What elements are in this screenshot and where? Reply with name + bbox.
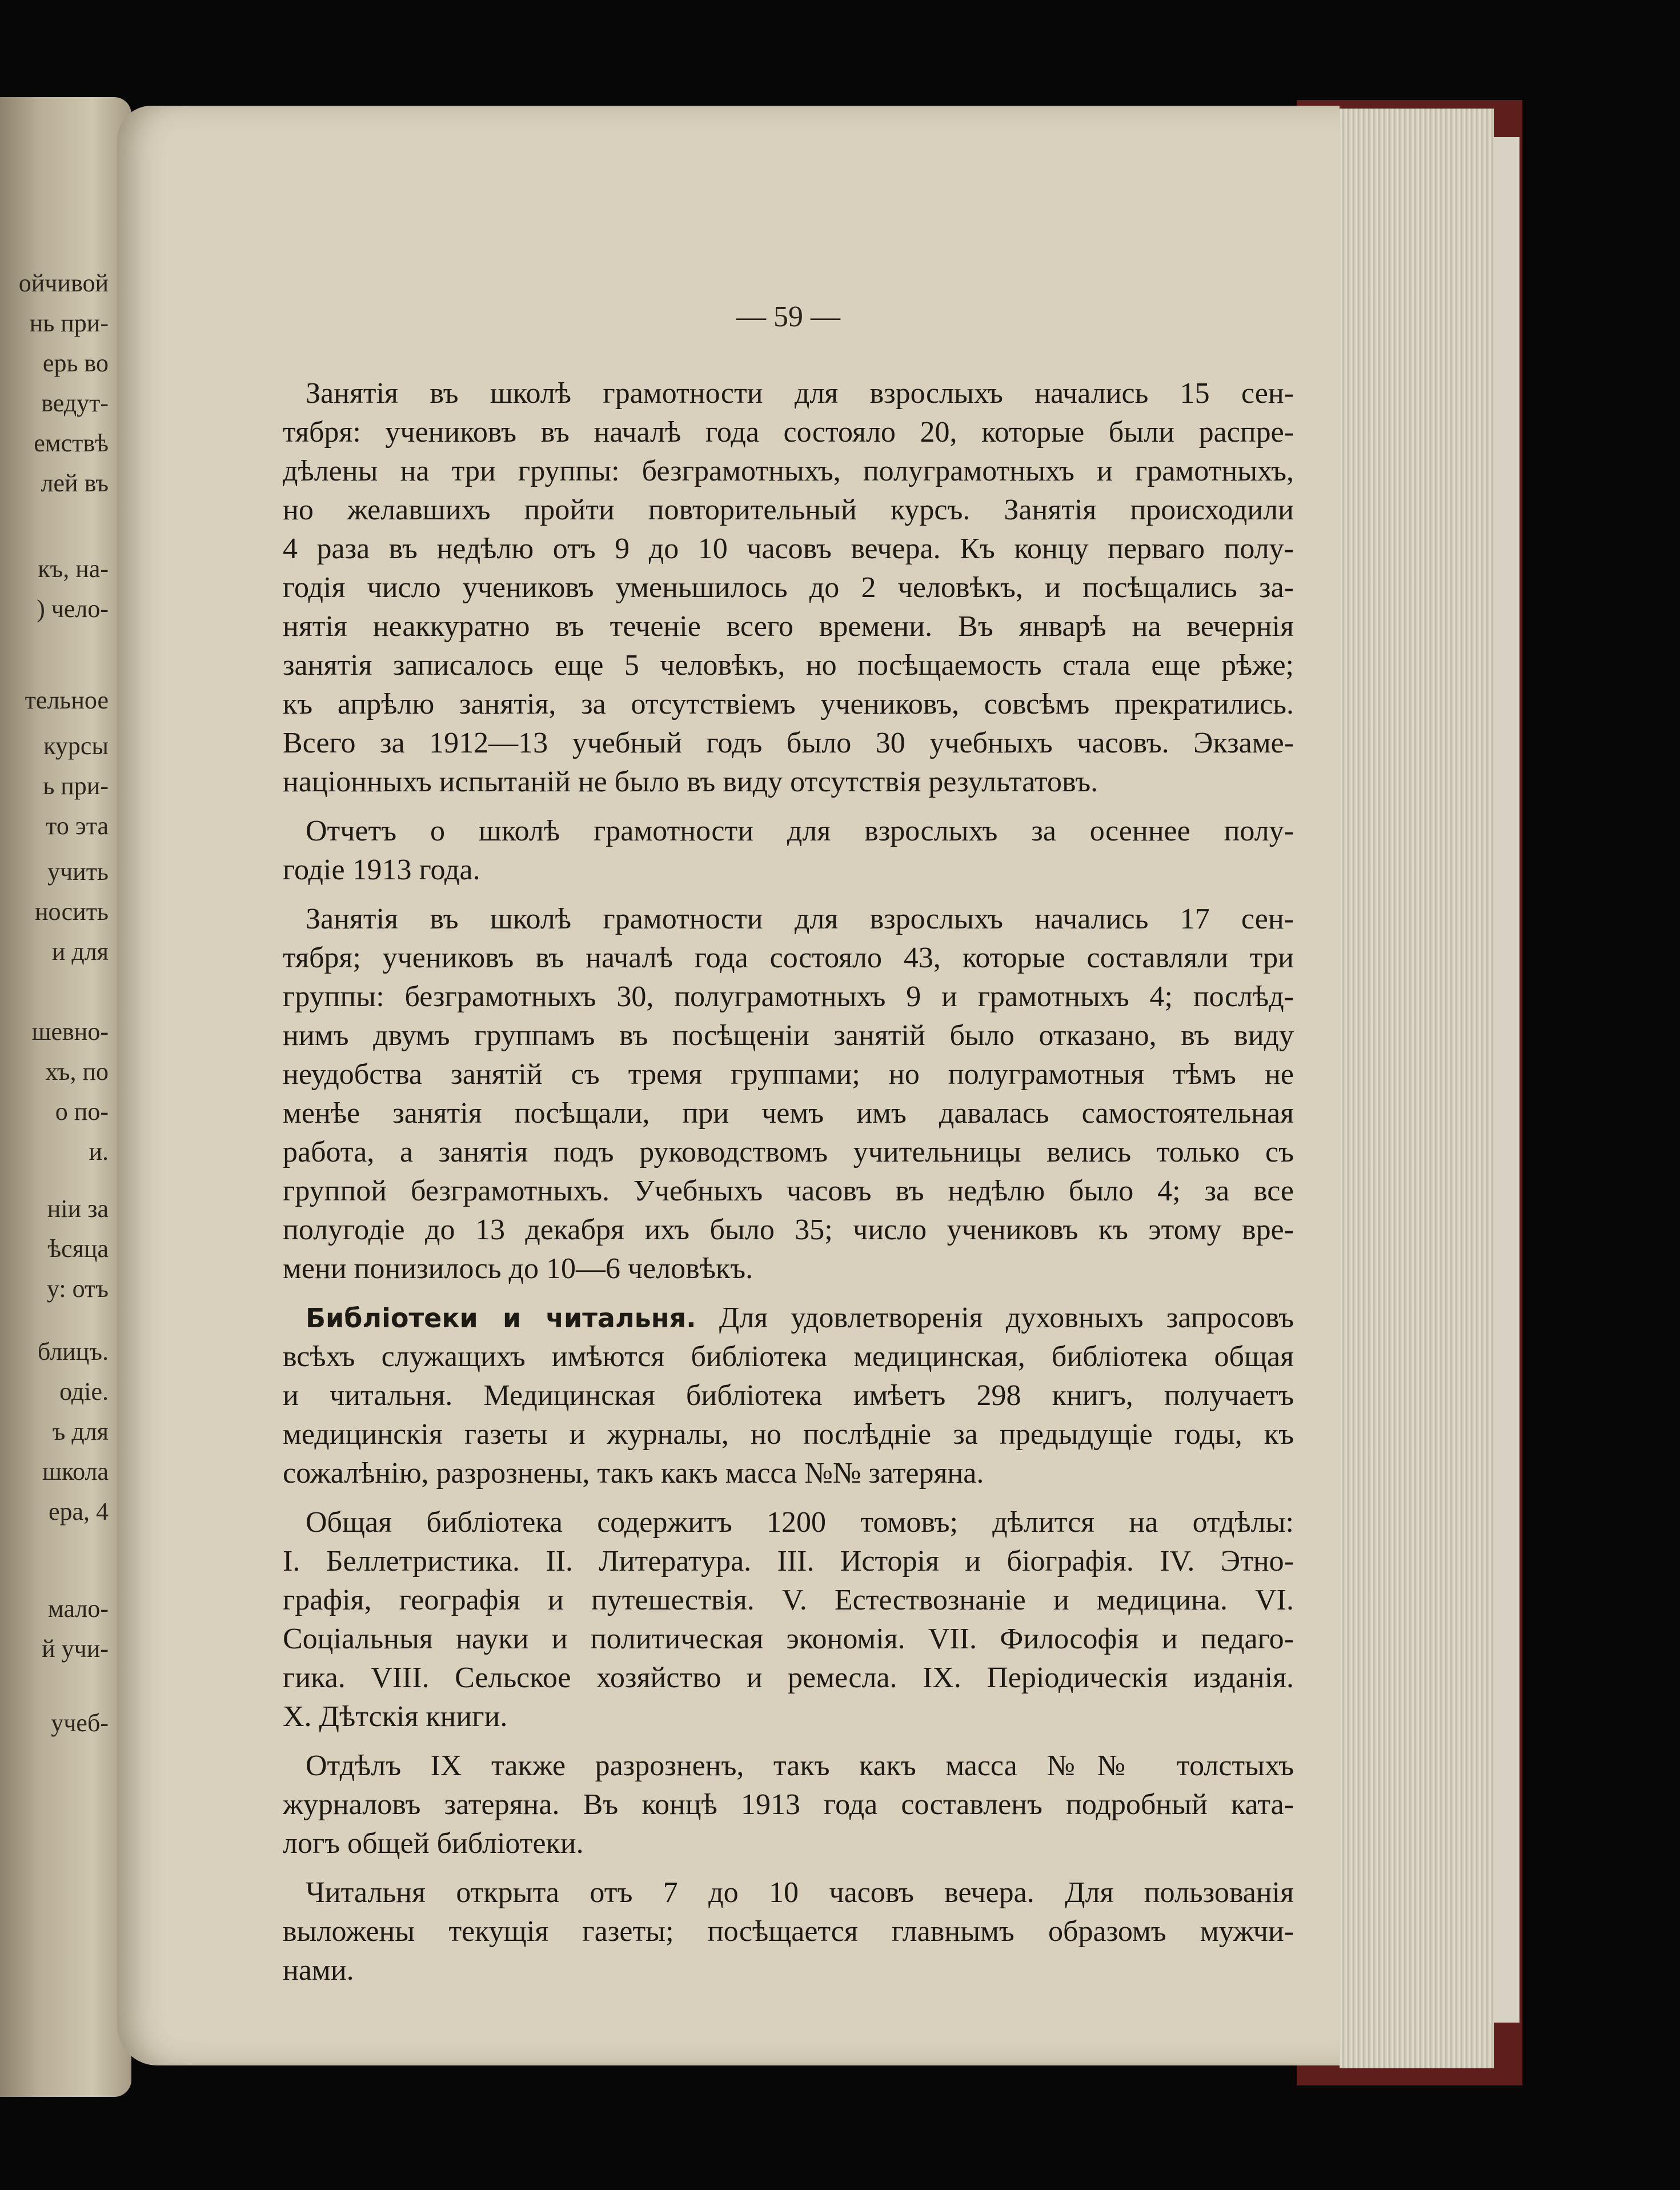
text-line [283, 1299, 1294, 1338]
paragraph-gap [283, 1736, 1294, 1747]
paragraph [283, 1299, 1294, 1493]
text-line: графія, географія и путешествія. V. Естествознаніе и медицина. VI. [283, 1584, 1294, 1616]
previous-page-fragment: тельное [25, 686, 109, 714]
text-line: годія число учениковъ уменьшилось до 2 человѣкъ, и посѣщались за- [283, 571, 1294, 604]
paragraph [283, 812, 1294, 890]
paragraph-gap [283, 1493, 1294, 1503]
text-line: мени понизилось до 10—6 человѣкъ. [283, 1252, 753, 1285]
text-line: I. Беллетристика. II. Литература. III. Исторія и біографія. IV. Этно- [283, 1545, 1294, 1578]
text-line: Соціальныя науки и политическая экономія. VII. Философія и педаго- [283, 1623, 1294, 1655]
text-line: группой безграмотныхъ. Учебныхъ часовъ въ недѣлю было 4; за все [283, 1175, 1294, 1207]
page-number: — 59 — [736, 301, 840, 333]
text-line: полугодіе до 13 декабря ихъ было 35; число учениковъ къ этому вре- [283, 1214, 1294, 1246]
previous-page-fragment: у: отъ [46, 1275, 109, 1303]
previous-page-fragment: мало- [47, 1595, 109, 1623]
previous-page-fragment: учеб- [51, 1709, 109, 1737]
paragraph [283, 1873, 1294, 1990]
previous-page-fragment: учить [47, 858, 109, 886]
text-line: гика. VIII. Сельское хозяйство и ремесла. IX. Періодическія изданія. [283, 1661, 1294, 1694]
text-line-rest: Для удовлетворенія духовныхъ запросовъ [696, 1302, 1294, 1334]
previous-page-fragment: ъ для [52, 1418, 109, 1446]
previous-page-fragment: ойчивой [18, 269, 109, 297]
previous-page-fragment: лей въ [41, 469, 109, 497]
previous-page-fragment: ера, 4 [48, 1498, 109, 1526]
text-line: нимъ двумъ группамъ въ посѣщеніи занятій было отказано, въ виду [283, 1019, 1294, 1052]
text-line: тября; учениковъ въ началѣ года состояло 43, которые составляли три [283, 942, 1294, 974]
text-line: и читальня. Медицинская библіотека имѣетъ 298 книгъ, получаетъ [283, 1379, 1294, 1412]
previous-page-fragment: курсы [43, 732, 109, 760]
previous-page-fragment: одіе. [59, 1378, 109, 1406]
paragraph [283, 900, 1294, 1288]
paragraph [283, 1747, 1294, 1863]
text-line: къ апрѣлю занятія, за отсутствіемъ учениковъ, совсѣмъ прекратились. [283, 688, 1294, 720]
current-page [117, 106, 1340, 2065]
previous-page-fragment: и для [51, 938, 109, 966]
previous-page-fragment: хъ, по [45, 1058, 109, 1086]
previous-page-fragment: къ, на- [38, 555, 109, 583]
paragraph-gap [283, 802, 1294, 812]
paragraph [283, 374, 1294, 802]
previous-page-fragment: о по- [55, 1098, 109, 1126]
paragraph-gap [283, 1288, 1294, 1299]
text-line: Занятія въ школѣ грамотности для взрослыхъ начались 15 сен- [306, 377, 1294, 410]
text-line: выложены текущія газеты; посѣщается главнымъ образомъ мужчи- [283, 1915, 1294, 1948]
paragraph-gap [283, 1863, 1294, 1873]
text-line: Отдѣлъ IX также разрозненъ, такъ какъ масса №№ толстыхъ [306, 1749, 1294, 1782]
text-line: Занятія въ школѣ грамотности для взрослыхъ начались 17 сен- [306, 903, 1294, 935]
previous-page-fragment: емствѣ [34, 429, 109, 457]
previous-page-fragment: нь при- [29, 309, 109, 337]
page-edges [1340, 109, 1494, 2068]
section-heading: Библіотеки и читальня. [306, 1303, 696, 1334]
text-line: журналовъ затеряна. Въ концѣ 1913 года составленъ подробный ката- [283, 1788, 1294, 1821]
previous-page-fragment: ведут- [41, 389, 109, 417]
text-line: X. Дѣтскія книги. [283, 1700, 508, 1733]
paragraph-gap [283, 1990, 1294, 2000]
text-line: нами. [283, 1954, 354, 1987]
text-line: сожалѣнію, разрознены, такъ какъ масса №№ затеряна. [283, 1457, 984, 1490]
text-line: группы: безграмотныхъ 30, полуграмотныхъ 9 и грамотныхъ 4; послѣд- [283, 980, 1294, 1013]
previous-page-fragment: ь при- [43, 772, 109, 800]
previous-page-fragment: носить [34, 898, 109, 926]
text-line: занятія записалось еще 5 человѣкъ, но посѣщаемость стала еще рѣже; [283, 649, 1294, 682]
text-line: націонныхъ испытаній не было въ виду отсутствія результатовъ. [283, 766, 1098, 798]
paragraph [283, 1503, 1294, 1736]
text-line: Всего за 1912—13 учебный годъ было 30 учебныхъ часовъ. Экзаме- [283, 727, 1294, 759]
text-line: всѣхъ служащихъ имѣются библіотека медицинская, библіотека общая [283, 1340, 1294, 1373]
paragraph-gap [283, 890, 1294, 900]
text-line: неудобства занятій съ тремя группами; но полуграмотныя тѣмъ не [283, 1058, 1294, 1091]
text-line: но желавшихъ пройти повторительный курсъ. Занятія происходили [283, 494, 1294, 526]
previous-page-fragment: й учи- [42, 1635, 109, 1663]
text-line: Читальня открыта отъ 7 до 10 часовъ вечера. Для пользованія [306, 1876, 1294, 1909]
previous-page-fragment: шевно- [31, 1018, 109, 1046]
text-line: Общая библіотека содержитъ 1200 томовъ; дѣлится на отдѣлы: [306, 1506, 1294, 1539]
text-line: тября: учениковъ въ началѣ года состояло 20, которые были распре- [283, 416, 1294, 449]
text-line: дѣлены на три группы: безграмотныхъ, полуграмотныхъ и грамотныхъ, [283, 455, 1294, 487]
previous-page-fragment: ніи за [47, 1195, 109, 1223]
previous-page-fragment: и. [89, 1138, 109, 1166]
previous-page-fragment: ерь во [42, 349, 109, 377]
previous-page [0, 97, 131, 2097]
previous-page-fragment: ) чело- [37, 595, 109, 623]
previous-page-fragment: школа [42, 1458, 109, 1486]
text-line: работа, а занятія подъ руководствомъ учительницы велись только съ [283, 1136, 1294, 1168]
previous-page-fragment: блицъ. [37, 1338, 109, 1366]
text-line: годіе 1913 года. [283, 854, 480, 886]
text-line: логъ общей библіотеки. [283, 1827, 584, 1860]
page-body [283, 374, 1294, 2000]
previous-page-text [0, 97, 131, 2097]
previous-page-fragment: ѣсяца [47, 1235, 109, 1263]
text-line: нятія неаккуратно въ теченіе всего времени. Въ январѣ на вечернія [283, 610, 1294, 643]
page-content [283, 300, 1294, 2071]
text-line: Отчетъ о школѣ грамотности для взрослыхъ за осеннее полу- [306, 815, 1294, 847]
page-edges-outer [1494, 137, 1519, 2023]
text-line: медицинскія газеты и журналы, но послѣдніе за предыдущіе годы, къ [283, 1418, 1294, 1451]
text-line: менѣе занятія посѣщали, при чемъ имъ давалась самостоятельная [283, 1097, 1294, 1130]
text-line: 4 раза въ недѣлю отъ 9 до 10 часовъ вечера. Къ концу перваго полу- [283, 533, 1294, 565]
previous-page-fragment: то эта [46, 812, 109, 840]
